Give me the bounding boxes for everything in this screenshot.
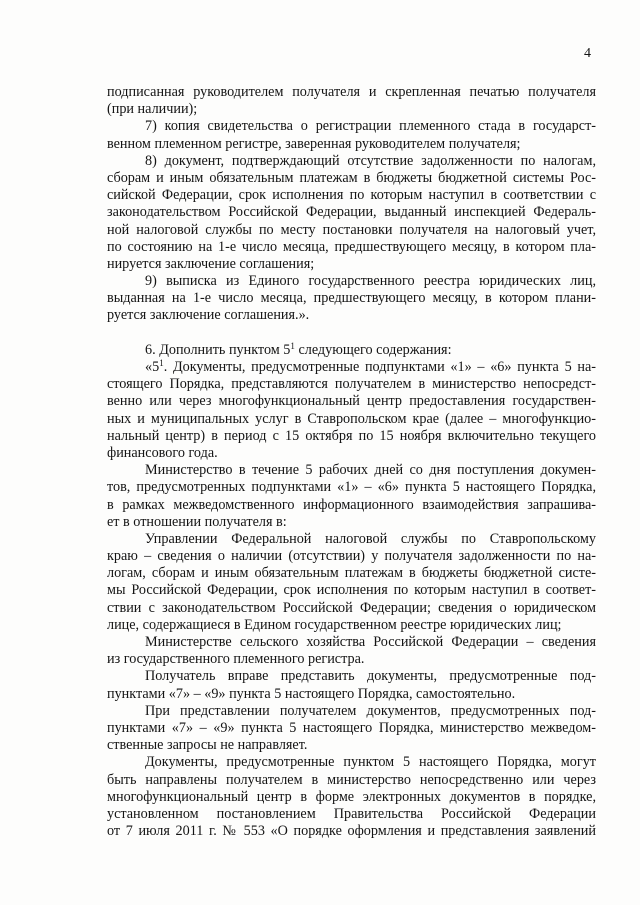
text-line: венном племенном регистре, заверенная руководителем получателя;	[107, 135, 521, 152]
text-line: финансового года.	[107, 444, 218, 461]
text-line: быть направлены получателем в министерство непосредственно или через	[107, 771, 596, 788]
text-line: Получатель вправе представить документы, предусмотренные под-	[145, 668, 596, 685]
text-line: мы Российской Федерации, срок исполнения по которым наступил в соответ-	[107, 582, 596, 599]
text-line: краю – сведения о наличии (отсутствии) у получателя задолженности по на-	[107, 548, 596, 565]
text-line: нируется заключение соглашения;	[107, 255, 315, 272]
text-line: выданная на 1-е число месяца, предшествующего месяцу, в котором плани-	[107, 290, 596, 307]
text-line: Министерстве сельского хозяйства Российской Федерации – сведения	[145, 634, 596, 650]
text-line: от 7 июля 2011 г. № 553 «О порядке оформления и представления заявлений	[107, 823, 596, 840]
document-body	[107, 84, 596, 840]
text-line: 9) выписка из Единого государственного реестра юридических лиц,	[145, 273, 596, 290]
text-line: руется заключение соглашения.».	[107, 307, 310, 324]
text-line: ной налоговой службы по месту постановки получателя на налоговый учет,	[107, 221, 596, 238]
text-line: (при наличии);	[107, 101, 198, 118]
text-line: Управлении Федеральной налоговой службы по Ставропольскому	[145, 530, 596, 547]
text-line: ственные запросы не направляет.	[107, 737, 308, 754]
text-line: сийской Федерации, срок исполнения по которым наступил в соответствии с	[107, 187, 596, 204]
text-line: в рамках межведомственного информационного взаимодействия запрашива-	[107, 496, 596, 513]
text-line: подписанная руководителем получателя и скрепленная печатью получателя	[107, 84, 596, 100]
text-line: лице, содержащиеся в Едином государственном реестре юридических лиц;	[107, 616, 562, 633]
text-line: стоящего Порядка, представляются получателем в министерство непосредст-	[107, 376, 596, 393]
text-line: нальный центр) в период с 15 октября по 15 ноября включительно текущего	[107, 427, 596, 444]
text-line: из государственного племенного регистра.	[107, 651, 365, 668]
text-line: «$5^1$. Документы, предусмотренные подпунктами «1» – «6» пункта 5 на-	[145, 358, 596, 375]
text-line: сборам и иным обязательным платежам в бюджеты бюджетной системы Рос-	[107, 169, 596, 186]
paragraph-gap	[107, 325, 596, 342]
text-line: пунктами «7» – «9» пункта 5 настоящего Порядка, самостоятельно.	[107, 685, 516, 702]
page-number: 4	[584, 46, 591, 61]
text-line: тов, предусмотренных подпунктами «1» – «6» пункта 5 настоящего Порядка,	[107, 479, 596, 496]
text-line: по состоянию на 1-е число месяца, предшествующего месяцу, в котором пла-	[107, 238, 596, 255]
text-line: ствии с законодательством Российской Федерации; сведения о юридическом	[107, 599, 596, 616]
text-line: установленном постановлением Правительства Российской Федерации	[107, 805, 596, 822]
text-line: Министерство в течение 5 рабочих дней со дня поступления докумен-	[145, 462, 596, 479]
text-line: При представлении получателем документов, предусмотренных под-	[145, 702, 596, 719]
text-line: ных и муниципальных услуг в Ставропольском крае (далее – многофункцио-	[107, 410, 596, 427]
text-line: логам, сборам и иным обязательным платежам в бюджеты бюджетной систе-	[107, 565, 596, 582]
text-line: 8) документ, подтверждающий отсутствие задолженности по налогам,	[145, 152, 596, 169]
text-line: пунктами «7» – «9» пункта 5 настоящего Порядка, министерство межведом-	[107, 719, 596, 736]
text-line: 6. Дополнить пунктом $5^1$ следующего содержания:	[145, 340, 452, 358]
text-line: ет в отношении получателя в:	[107, 513, 287, 530]
text-line: Документы, предусмотренные пунктом 5 настоящего Порядка, могут	[145, 754, 596, 771]
text-line: 7) копия свидетельства о регистрации племенного стада в государст-	[145, 118, 596, 135]
text-line: законодательством Российской Федерации, выданный инспекцией Федераль-	[107, 204, 596, 221]
text-line: венно или через многофункциональный центр предоставления государствен-	[107, 393, 596, 410]
text-line: многофункциональный центр в форме электронных документов в порядке,	[107, 788, 596, 805]
